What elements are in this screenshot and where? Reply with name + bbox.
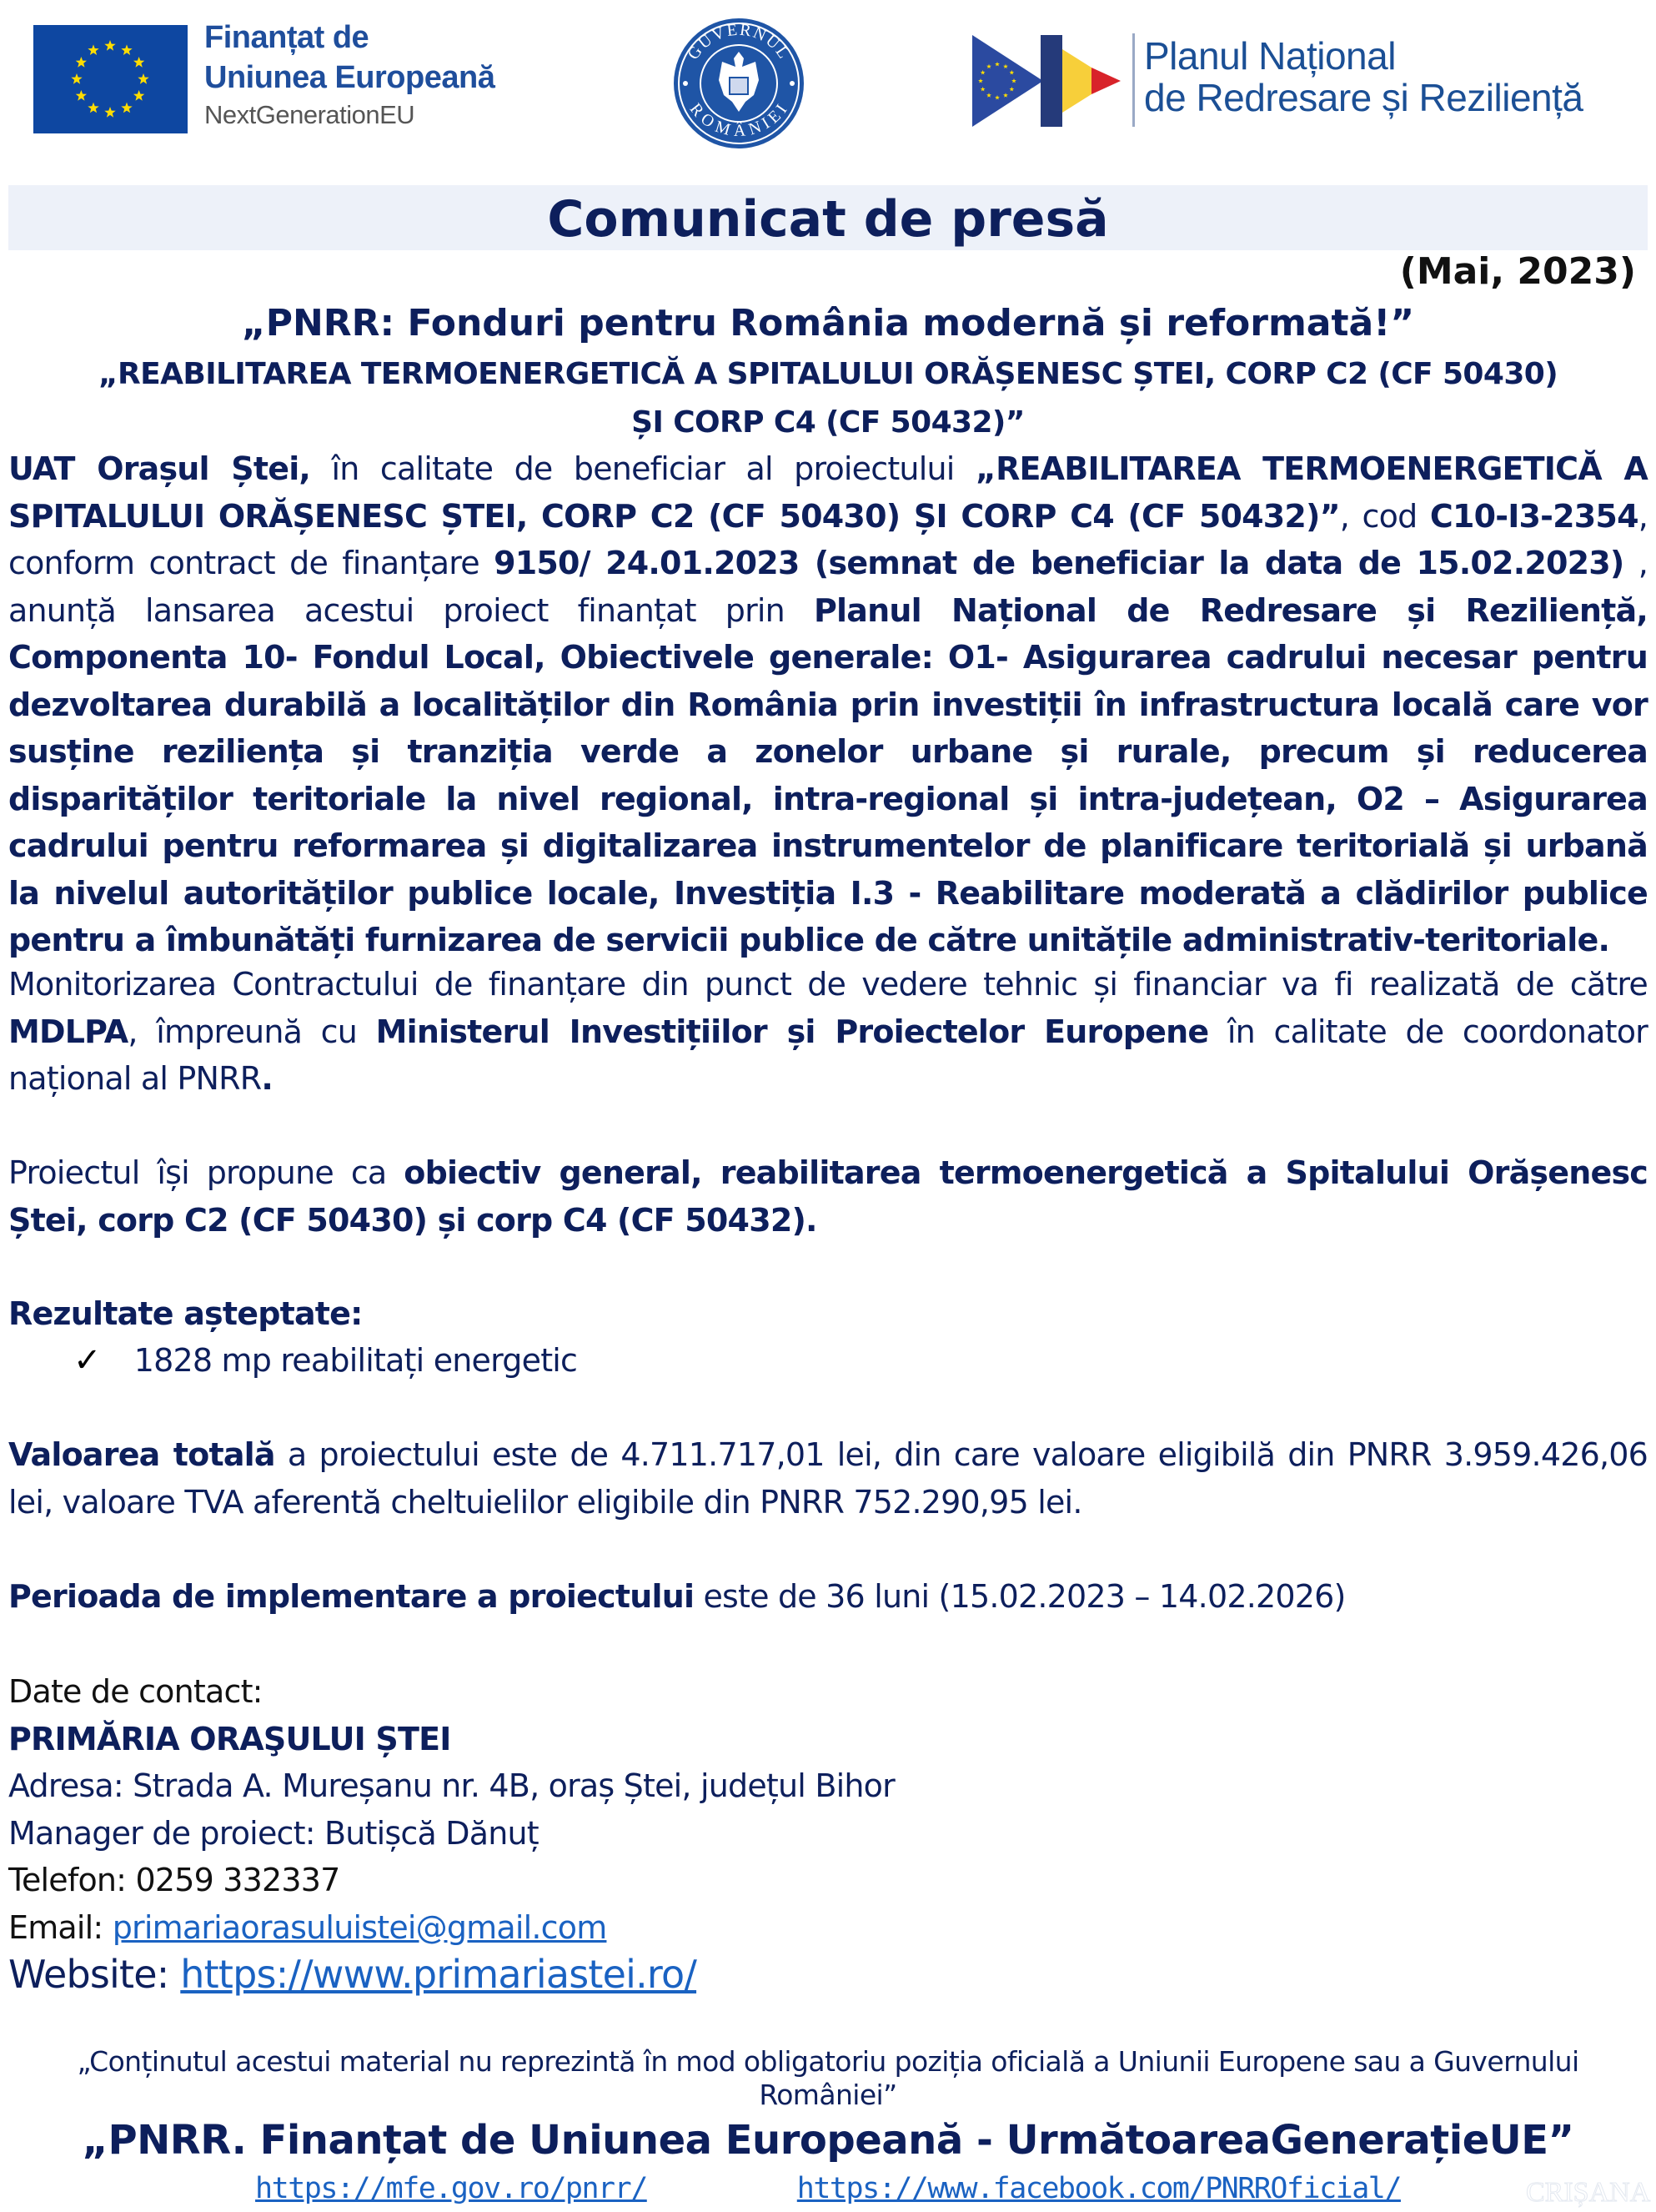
period-paragraph	[8, 1573, 1648, 1621]
monitoring-text-1: Monitorizarea Contractului de finanțare din punct de vedere tehnic și financiar va fi realizată de către	[8, 966, 1648, 1003]
star-icon	[104, 40, 115, 51]
pnrr-slogan: „PNRR: Fonduri pentru România modernă și reformată!”	[241, 302, 1415, 344]
page-title: Comunicat de presă	[547, 190, 1109, 249]
contact-heading: Date de contact:	[8, 1673, 263, 1710]
star-icon	[133, 90, 144, 101]
seal-bottom-text: ROMÂNIEI	[685, 99, 792, 140]
star-icon	[88, 44, 98, 55]
ministry-name: Ministerul Investițiilor și Proiectelor Europene	[375, 1013, 1209, 1050]
star-icon	[71, 73, 82, 84]
project-title: „REABILITAREA TERMOENERGETICĂ A SPITALULUI ORĂȘENESC ȘTEI, CORP C2 (CF 50430) ȘI CORP C4 (CF 50432)”	[98, 357, 1558, 440]
period-text: este de 36 luni (15.02.2023 – 14.02.2026)	[694, 1578, 1346, 1615]
star-icon	[121, 103, 132, 113]
facebook-link[interactable]: https://www.facebook.com/PNRROficial/	[796, 2172, 1401, 2205]
footer-links	[0, 2172, 1656, 2205]
pnrr-logo-line2: de Redresare și Reziliență	[1144, 76, 1583, 119]
contact-manager: Manager de proiect: Butișcă Dănuț	[8, 1814, 539, 1852]
eu-stars	[33, 25, 188, 133]
star-icon	[138, 73, 148, 84]
beneficiary-name: UAT Orașul Ștei,	[8, 450, 311, 487]
period-bold: Perioada de implementare a proiectului	[8, 1578, 695, 1615]
footer-slogan: „PNRR. Finanțat de Uniunea Europeană - UrmătoareaGenerațieUE”	[82, 2117, 1574, 2164]
star-icon	[121, 44, 132, 55]
contact-org: PRIMĂRIA ORAŞULUI ȘTEI	[8, 1720, 451, 1757]
result-text: 1828 mp reabilitați energetic	[133, 1342, 578, 1379]
eu-funding-logo-text	[204, 22, 494, 128]
monitoring-paragraph	[8, 961, 1648, 1103]
pnrr-arrows-icon	[972, 35, 1131, 127]
contact-address: Adresa: Strada A. Mureșanu nr. 4B, oraș Ștei, județul Bihor	[8, 1767, 895, 1804]
value-paragraph	[8, 1431, 1648, 1526]
monitoring-text-2: , împreună cu	[128, 1013, 376, 1050]
intro-text-1: în calitate de beneficiar al proiectului	[310, 450, 976, 487]
program-description: Planul Național de Redresare și Reziliență, Componenta 10- Fondul Local, Obiectivele generale: O1- Asigurarea cadrului necesar pentru dezvoltarea durabilă a localităților din România prin investiții în infrastructura locală care vor susține reziliența și tranziția verde a zonelor urbane și rurale, precum și reducerea disparităților teritoriale la nivel regional, intra-regional și intra-județean, O2 – Asigurarea cadrului pentru reformarea și digitalizarea instrumentelor de planificare teritorială și urbană la nivelul autorităților publice locale, Investiția I.3 - Reabilitare moderată a clădirilor publice pentru a îmbunătăți furnizarea de servicii publice de către unitățile administrativ-teritoriale.	[8, 591, 1648, 958]
email-label: Email:	[8, 1908, 113, 1946]
value-text: a proiectului este de 4.711.717,01 lei, din care valoare eligibilă din PNRR 3.959.426,06 lei, valoare TVA aferentă cheltuielilor eligibile din PNRR 752.290,95 lei.	[8, 1436, 1648, 1521]
logo-separator	[1132, 33, 1135, 127]
mfe-link[interactable]: https://mfe.gov.ro/pnrr/	[255, 2172, 647, 2205]
email-link[interactable]: primariaorasuluistei@gmail.com	[112, 1908, 607, 1946]
results-heading-text: Rezultate așteptate:	[8, 1295, 363, 1332]
mdlpa: MDLPA	[8, 1013, 128, 1050]
project-name: „REABILITAREA TERMOENERGETICĂ A SPITALULUI ORĂȘENESC ȘTEI, CORP C2 (CF 50430) ȘI CORP C4 (CF 50432)”	[8, 450, 1648, 535]
contract-number: 9150/ 24.01.2023 (semnat de beneficiar la data de 15.02.2023)	[494, 545, 1624, 581]
objective-bold: obiectiv general, reabilitarea termoenergetică a Spitalului Orășenesc Ștei, corp C2 (CF 50430) și corp C4 (CF 50432).	[8, 1154, 1648, 1239]
results-heading	[8, 1290, 1648, 1338]
eu-logo-line2: Uniunea Europeană	[204, 60, 495, 95]
star-icon	[76, 57, 87, 68]
pnrr-logo-line1: Planul Național	[1144, 34, 1396, 78]
seal-top-text: GUVERNUL	[684, 20, 794, 63]
eu-flag-icon	[33, 25, 188, 133]
eu-logo-line1: Finanțat de	[204, 20, 369, 55]
watermark: CRIȘANA	[1526, 2177, 1651, 2208]
guvernul-romaniei-seal-icon	[672, 17, 805, 150]
monitoring-text-3: în calitate de coordonator național al PNRR	[8, 1013, 1648, 1097]
intro-text-4: , anunță lansarea acestui proiect finanțat prin	[8, 545, 1648, 629]
website-label: Website:	[8, 1952, 181, 1997]
star-icon	[76, 90, 87, 101]
eu-logo-line3: NextGenerationEU	[204, 100, 415, 129]
intro-text-2: , cod	[1339, 497, 1430, 535]
objective-text: Proiectul își propune ca	[8, 1154, 404, 1191]
disclaimer: „Conținutul acestui material nu reprezintă în mod obligatoriu poziția oficială a Uniunii Europene sau a Guvernului României”	[77, 2045, 1579, 2111]
pnrr-logo-text	[1144, 34, 1583, 120]
checkmark-icon: ✓	[73, 1341, 101, 1380]
intro-paragraph	[8, 445, 1648, 964]
project-code: C10-I3-2354	[1429, 497, 1638, 535]
objective-paragraph	[8, 1149, 1648, 1244]
list-item	[73, 1337, 577, 1384]
title-banner	[8, 185, 1648, 250]
value-bold: Valoarea totală	[8, 1436, 275, 1473]
star-icon	[88, 103, 98, 113]
contact-phone: Telefon: 0259 332337	[8, 1862, 340, 1898]
contact-block	[8, 1668, 895, 1998]
website-link[interactable]: https://www.primariastei.ro/	[180, 1952, 697, 1997]
star-icon	[104, 107, 115, 118]
release-date: (Mai, 2023)	[1399, 250, 1636, 293]
star-icon	[133, 57, 144, 68]
intro-text-3: , conform contract de finanțare	[8, 497, 1648, 581]
monitoring-period: .	[261, 1060, 273, 1097]
